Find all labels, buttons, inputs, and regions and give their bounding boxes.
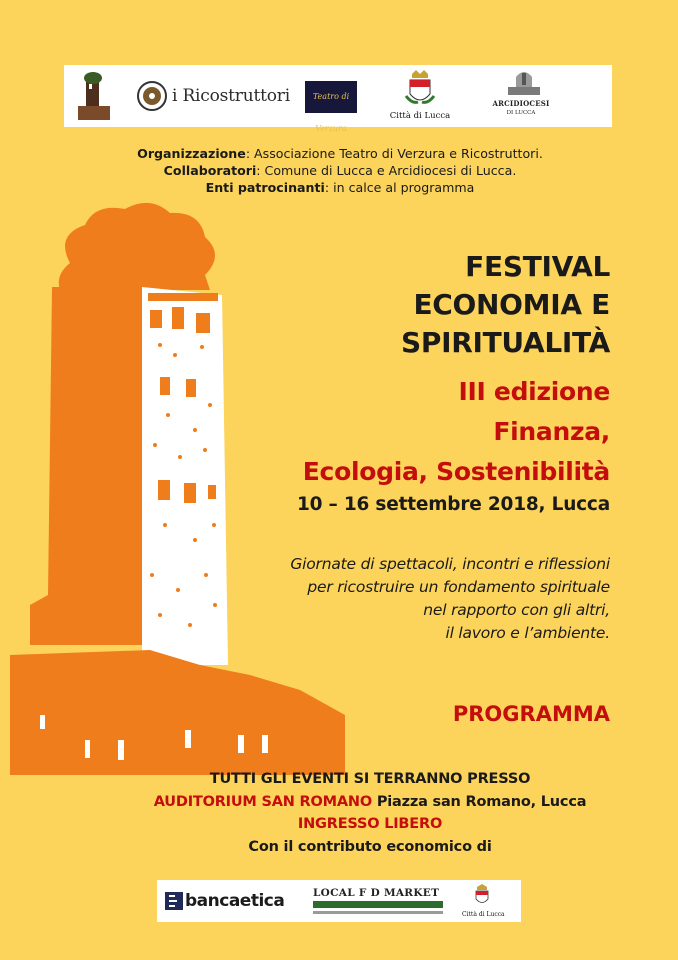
title-line-2: ECONOMIA E: [413, 288, 610, 321]
edition-block: [303, 372, 610, 492]
ricostruttori-logo-text: i Ricostruttori: [172, 86, 290, 106]
organizzazione-label: Organizzazione: [137, 146, 246, 161]
enti-value: : in calce al programma: [324, 180, 475, 195]
partner-logo-band: [64, 65, 612, 133]
venue-line: [100, 791, 640, 814]
venue-intro: TUTTI GLI EVENTI SI TERRANNO PRESSO: [209, 771, 531, 787]
collaboratori-value: : Comune di Lucca e Arcidiocesi di Lucca.: [256, 163, 517, 178]
citta-lucca-crest-icon: [404, 68, 436, 110]
bancaetica-icon: [165, 892, 183, 910]
venue-block: [100, 768, 640, 858]
arcidiocesi-logo-subtext: DI LUCCA: [506, 110, 536, 116]
citta-lucca-logo-text: Città di Lucca: [389, 111, 451, 121]
tower-logo: [76, 70, 112, 122]
title-line-3: SPIRITUALITÀ: [401, 326, 610, 359]
tagline-line-3: nel rapporto con gli altri,: [423, 601, 610, 619]
edition-line: III edizione: [458, 377, 610, 406]
ricostruttori-emblem-icon: [136, 80, 168, 112]
venue-address: Piazza san Romano, Lucca: [371, 793, 587, 810]
citta-lucca-small-text: Città di Lucca: [462, 911, 505, 918]
collaboratori-label: Collaboratori: [163, 163, 257, 178]
contribution-line: Con il contributo economico di: [248, 838, 492, 855]
arcidiocesi-emblem-icon: [504, 67, 544, 97]
guinigi-tower-illustration: [0, 195, 350, 785]
sponsor-logo-band: [157, 880, 521, 922]
title-line-1: FESTIVAL: [465, 250, 610, 283]
festival-tagline: [290, 553, 610, 645]
tower-trees: [59, 203, 215, 290]
programma-heading: PROGRAMMA: [452, 702, 610, 726]
verzura-logo: Teatro di Verzura: [305, 81, 357, 113]
ingresso-libero: INGRESSO LIBERO: [297, 816, 443, 832]
theme-line-2: Ecologia, Sostenibilità: [302, 457, 610, 486]
tagline-line-2: per ricostruire un fondamento spirituale: [307, 578, 610, 596]
enti-line: [70, 179, 610, 196]
organizzazione-line: [70, 145, 610, 162]
venue-name: AUDITORIUM SAN ROMANO: [153, 793, 372, 810]
bancaetica-logo-text: bancaetica: [185, 891, 285, 911]
theme-line-1: Finanza,: [493, 417, 610, 446]
tower-lit-face: [142, 287, 228, 665]
citta-lucca-small-crest-icon: [473, 884, 491, 908]
local-food-market-logo-text: LOCAL F D MARKET: [313, 887, 440, 899]
organizers-block: [70, 145, 610, 196]
festival-title: [401, 248, 610, 362]
local-food-market-subline: [313, 911, 443, 914]
tagline-line-4: il lavoro e l’ambiente.: [445, 624, 610, 642]
tower-base-building: [10, 650, 345, 775]
festival-dates: 10 – 16 settembre 2018, Lucca: [296, 494, 610, 515]
collaboratori-line: [70, 162, 610, 179]
arcidiocesi-logo-text: ARCIDIOCESI: [492, 99, 550, 108]
tower-shadow-face: [30, 287, 142, 645]
organizzazione-value: : Associazione Teatro di Verzura e Ricostruttori.: [245, 146, 543, 161]
enti-label: Enti patrocinanti: [205, 180, 325, 195]
tagline-line-1: Giornate di spettacoli, incontri e riflessioni: [290, 555, 610, 573]
local-food-market-ribbon: [313, 901, 443, 908]
